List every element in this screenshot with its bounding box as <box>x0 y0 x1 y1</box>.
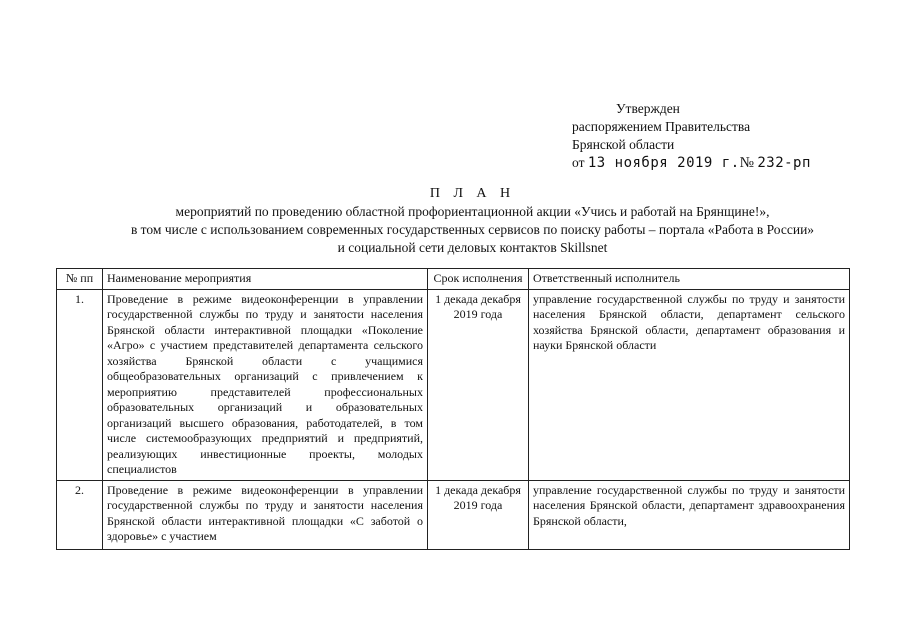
row-deadline: 1 декада декабря 2019 года <box>428 289 529 480</box>
approval-date-prefix: от <box>572 155 585 170</box>
row-executor: управление государственной службы по труду и занятости населения Брянской области, департамент здравоохранения Брянской области, <box>529 480 850 549</box>
row-number: 2. <box>57 480 103 549</box>
row-number: 1. <box>57 289 103 480</box>
row-deadline: 1 декада декабря 2019 года <box>428 480 529 549</box>
header-event: Наименование мероприятия <box>103 269 428 290</box>
row-event: Проведение в режиме видеоконференции в управлении государственной службы по труду и занятости населения Брянской области интерактивной площадки «С заботой о здоровье» с участием <box>103 480 428 549</box>
heading-line-2: в том числе с использованием современных государственных сервисов по поиску работы – портала «Работа в России» <box>130 222 815 237</box>
table-header-row <box>57 269 850 290</box>
table-row <box>57 289 850 480</box>
approval-number: 232-рп <box>757 155 811 171</box>
row-executor: управление государственной службы по труду и занятости населения Брянской области, департамент сельского хозяйства Брянской области, департамент образования и науки Брянской области <box>529 289 850 480</box>
table-row <box>57 480 850 549</box>
heading-line-1: мероприятий по проведению областной профориентационной акции «Учись и работай на Брянщине!», <box>175 204 770 219</box>
row-event: Проведение в режиме видеоконференции в управлении государственной службы по труду и занятости населения Брянской области интерактивной площадки «Поколение «Агро» с участием представителей департамента сельского хозяйства Брянской области с учащимися общеобразовательных организаций с привлечением к мероприятию представителей профессиональных образовательных организаций и образовательных организаций высшего образования, работодателей, в том числе системообразующих предприятий и предприятий, реализующих инвестиционные проекты, молодых специалистов <box>103 289 428 480</box>
approval-date-line <box>572 154 811 172</box>
approval-number-sign: № <box>739 155 754 171</box>
document-title: П Л А Н <box>429 186 516 201</box>
approval-block <box>572 100 811 172</box>
plan-table <box>56 268 850 550</box>
document-heading <box>40 185 905 257</box>
approval-line-3: Брянской области <box>572 137 675 152</box>
heading-line-3: и социальной сети деловых контактов Skillsnet <box>337 240 608 255</box>
header-executor: Ответственный исполнитель <box>529 269 850 290</box>
approval-title: Утвержден <box>616 101 680 116</box>
header-number: № пп <box>57 269 103 290</box>
approval-line-2: распоряжением Правительства <box>572 119 751 134</box>
approval-date: 13 ноября 2019 г. <box>587 155 740 171</box>
header-deadline: Срок исполнения <box>428 269 529 290</box>
